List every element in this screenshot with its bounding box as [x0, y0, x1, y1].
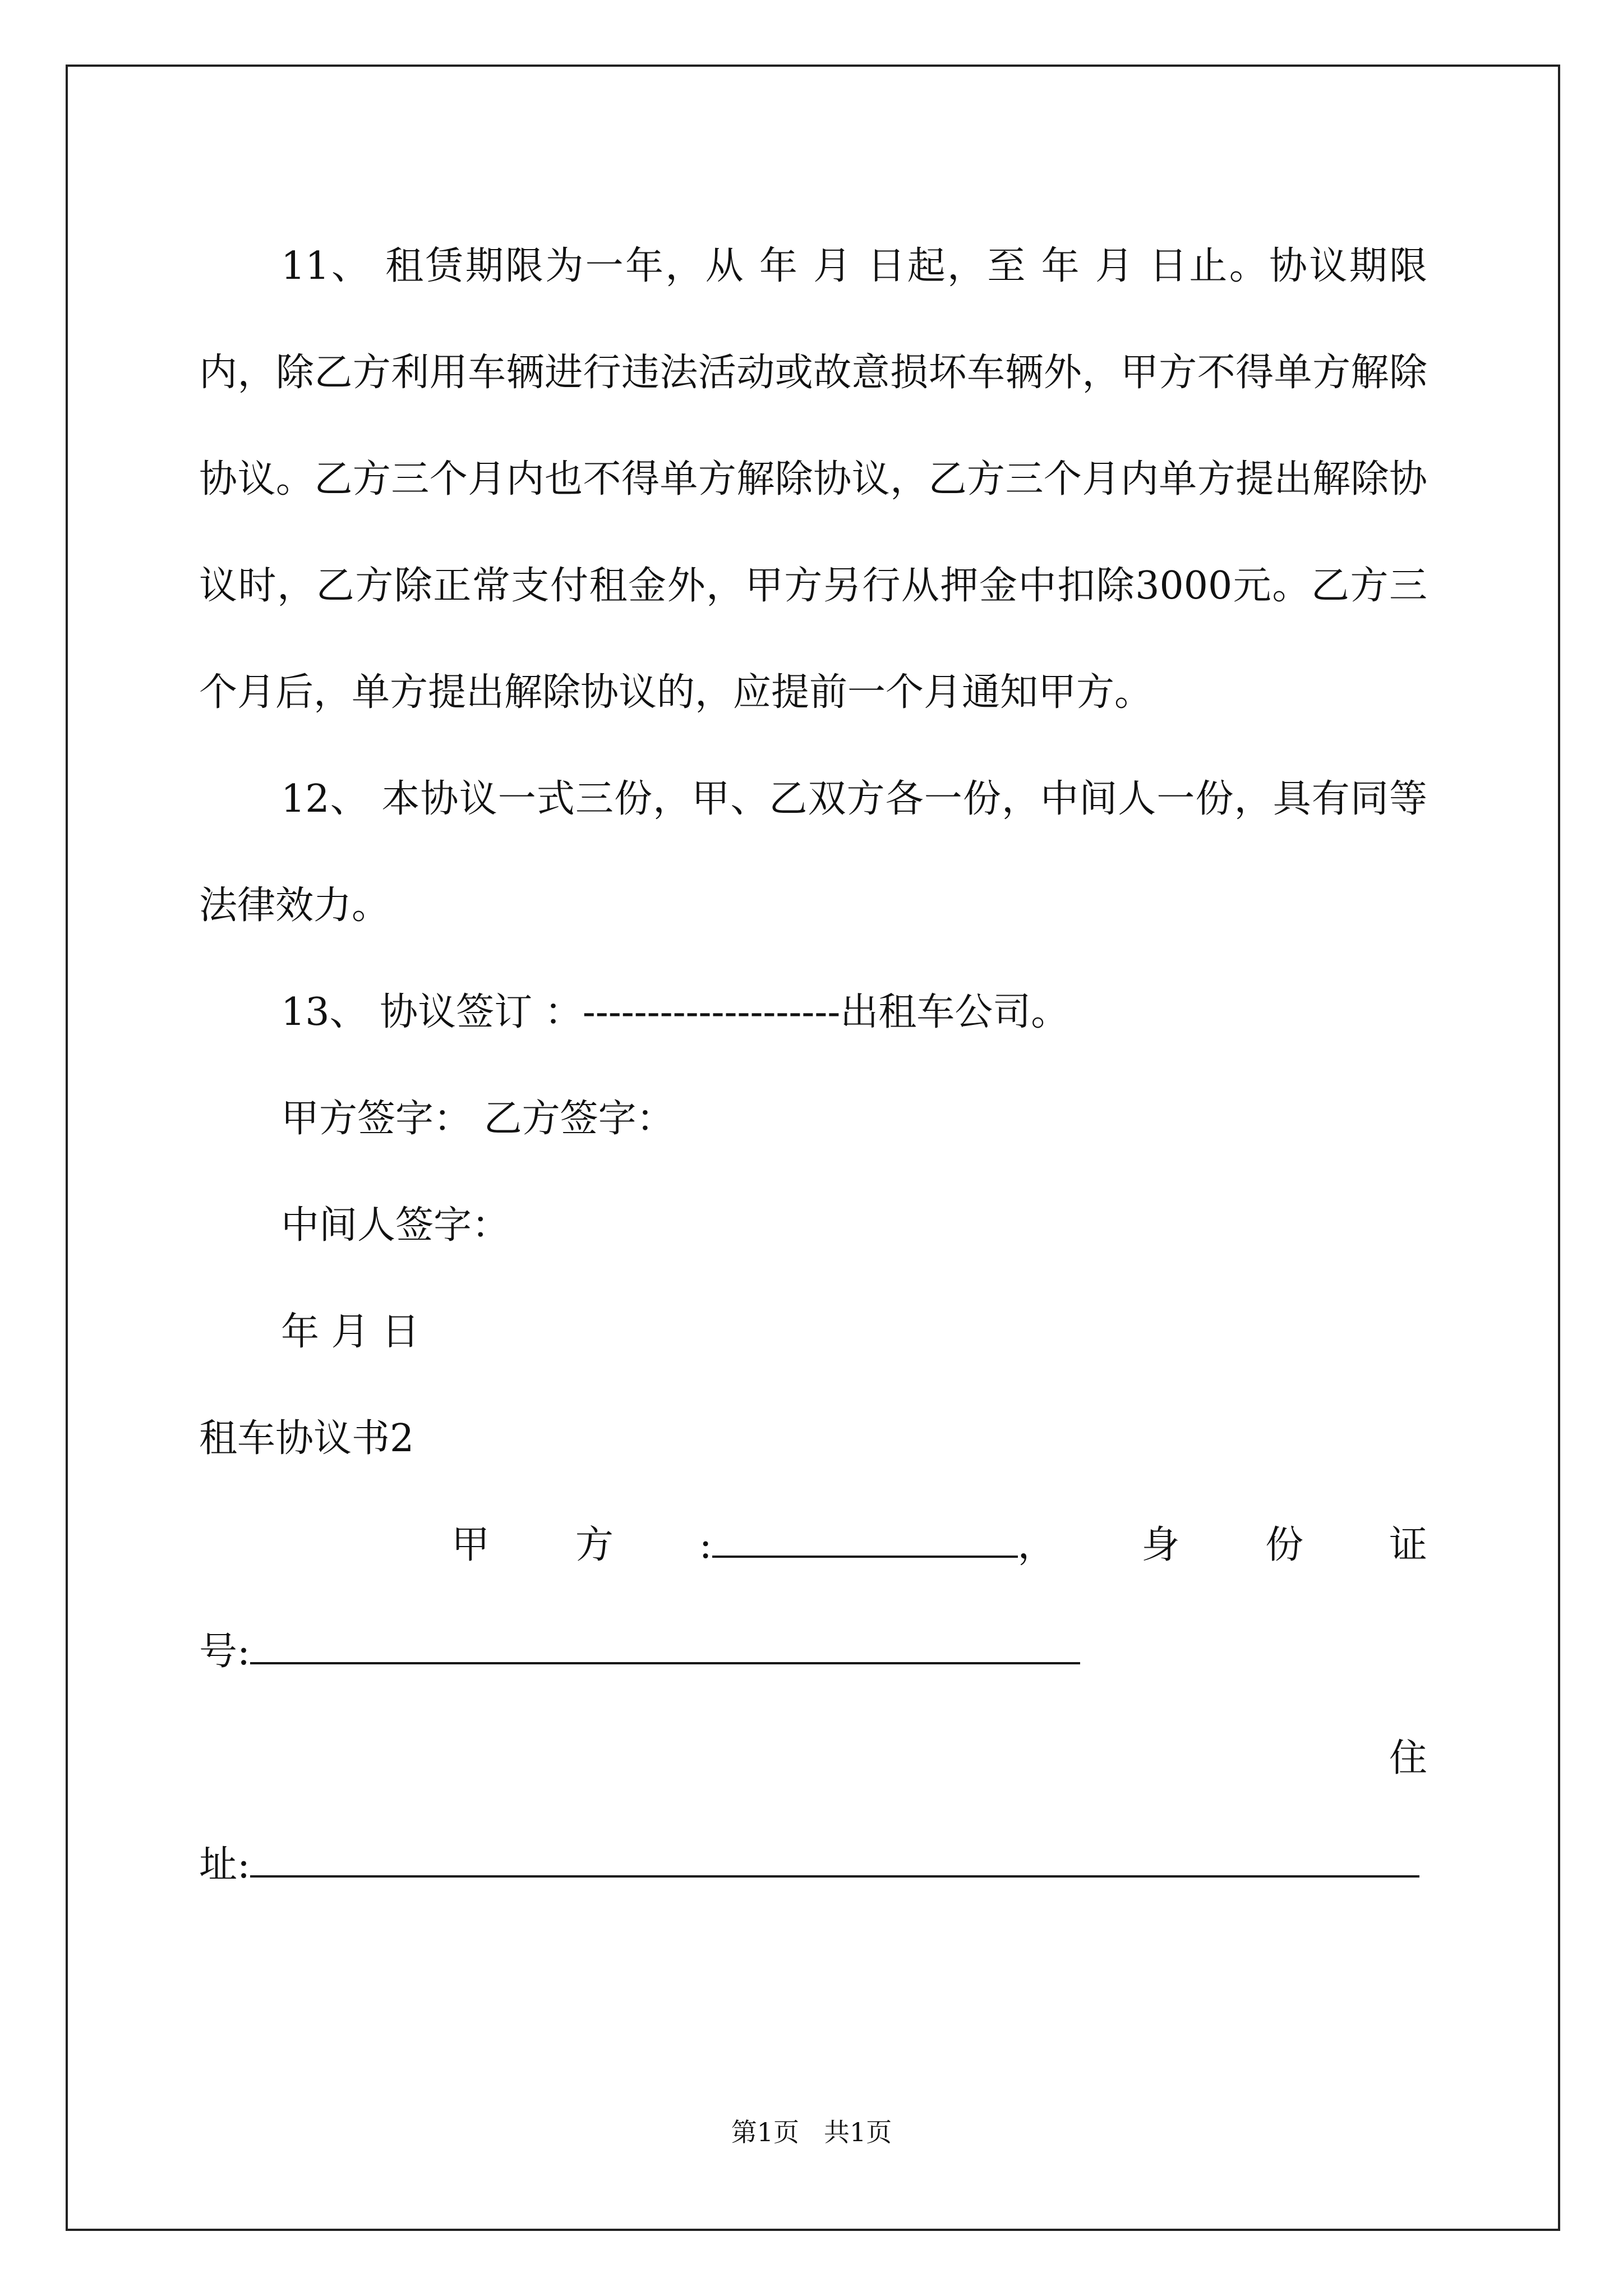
middleman-signature: 中间人签字：	[281, 1203, 510, 1248]
address-label-row	[199, 1705, 1427, 1812]
party-a-label-1: 甲	[451, 1523, 490, 1567]
party-a-field: : ，	[699, 1523, 1056, 1567]
party-a-label-2: 方	[575, 1523, 614, 1567]
id-number-blank	[250, 1634, 1080, 1664]
id-label-1: 身	[1141, 1523, 1180, 1567]
address-blank	[250, 1847, 1419, 1878]
clause-13: 13、 协议签订 ：--------------------出租车公司。	[281, 990, 1069, 1034]
page-number: 第1页	[731, 2117, 799, 2147]
party-a-blank	[712, 1527, 1018, 1558]
clause-12: 12、 本协议一式三份，甲、乙双方各一份，中间人一份，具有同等法律效力。	[199, 777, 1427, 928]
id-number-row	[199, 1599, 1427, 1705]
signature-date: 年 月 日	[281, 1310, 420, 1354]
clause-11: 11、 租赁期限为一年，从 年 月 日起，至 年 月 日止。协议期限内，除乙方利用车辆进行违法活动或故意损坏车辆外，甲方不得单方解除协议。乙方三个月内也不得单方解除协议，乙方三个月内单方提出解除协议时，乙方除正常支付租金外，甲方另行从押金中扣除3000元。乙方三个月后，单方提出解除协议的，应提前一个月通知甲方。	[199, 244, 1427, 715]
section-title: 租车协议书2	[199, 1416, 414, 1461]
document-body	[199, 213, 1427, 1918]
page-footer	[0, 2112, 1623, 2149]
address-row	[199, 1812, 1427, 1918]
address-label-1: 住	[1389, 1736, 1427, 1780]
id-number-label: 号:	[199, 1630, 250, 1674]
id-label-2: 份	[1265, 1523, 1304, 1567]
party-a-row	[199, 1492, 1427, 1599]
address-label: 址:	[199, 1843, 250, 1887]
party-signatures: 甲方签字： 乙方签字：	[281, 1097, 675, 1141]
page-total: 共1页	[824, 2117, 892, 2147]
id-label-3: 证	[1389, 1523, 1427, 1567]
